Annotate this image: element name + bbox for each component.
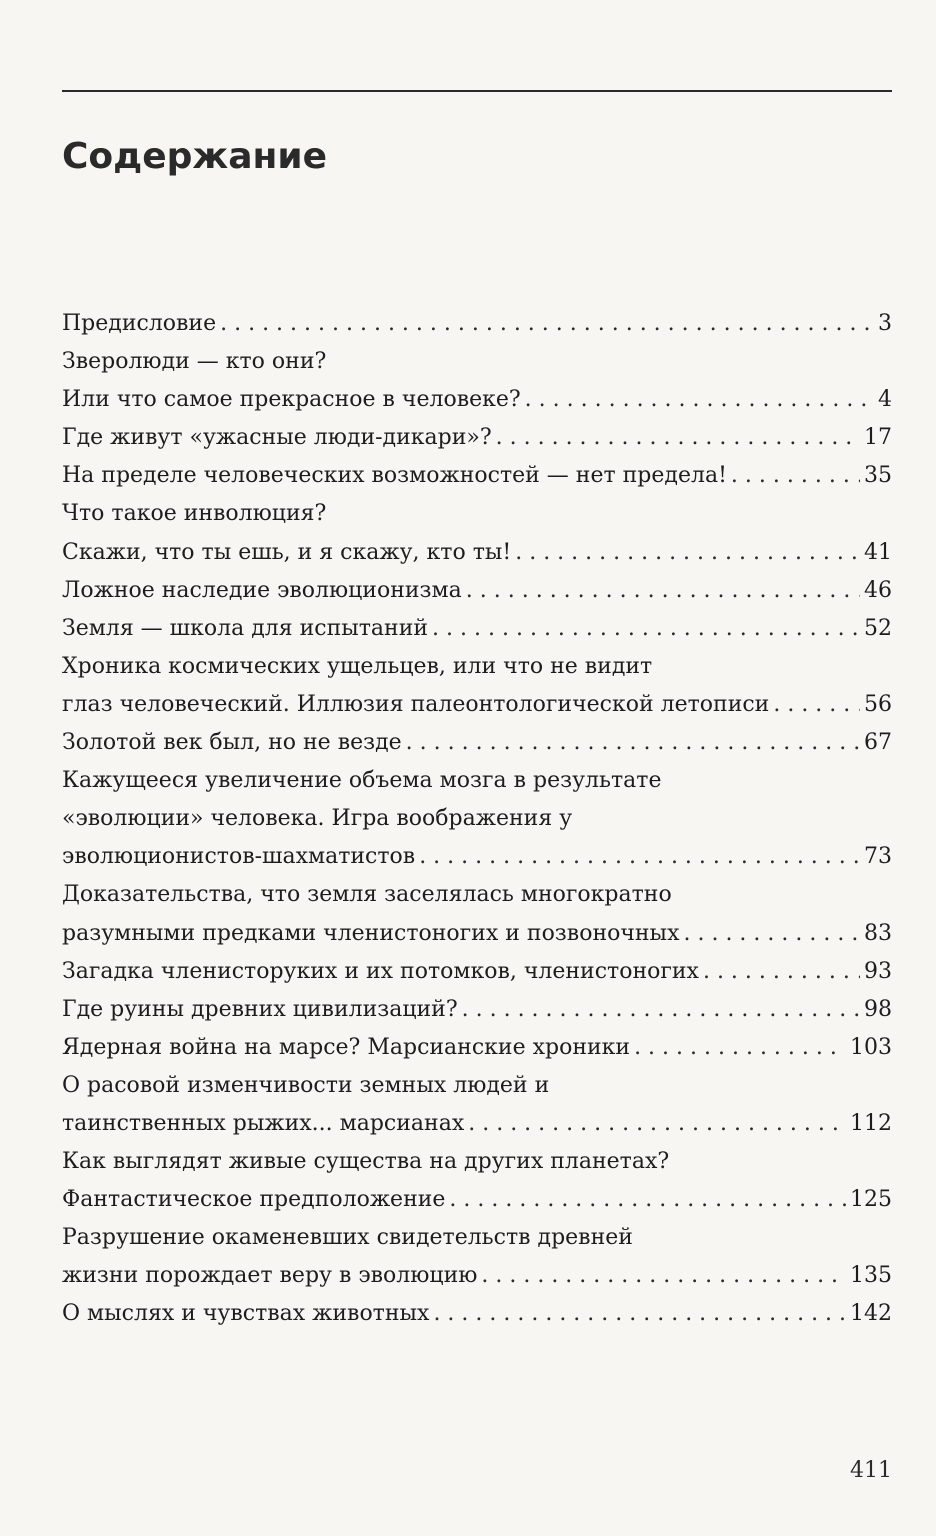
toc-entry-text: Золотой век был, но не везде <box>62 730 402 756</box>
toc-entry <box>62 1029 892 1067</box>
toc-entry <box>62 991 892 1029</box>
toc-entry-text: таинственных рыжих... марсианах <box>62 1110 465 1136</box>
toc-page-number: 52 <box>864 615 892 641</box>
dot-leader <box>220 305 874 343</box>
dot-leader <box>773 686 860 724</box>
dot-leader <box>419 838 860 876</box>
dot-leader <box>703 953 860 991</box>
toc-entry <box>62 953 892 991</box>
toc-page-number: 142 <box>850 1301 892 1327</box>
dot-leader <box>462 991 860 1029</box>
toc-entry <box>62 876 892 952</box>
dot-leader <box>634 1029 846 1067</box>
dot-leader <box>496 419 860 457</box>
dot-leader <box>468 1105 846 1143</box>
toc-entry-text: «эволюции» человека. Игра воображения у <box>62 806 573 832</box>
page-number: 411 <box>850 1458 892 1483</box>
dot-leader <box>525 381 874 419</box>
toc-page-number: 67 <box>864 730 892 756</box>
toc-entry-text: Скажи, что ты ешь, и я скажу, кто ты! <box>62 539 512 565</box>
dot-leader <box>406 724 860 762</box>
toc-entry <box>62 381 892 419</box>
toc-page-number: 3 <box>878 311 892 336</box>
toc-entry <box>62 1067 892 1143</box>
toc-entry-text: Доказательства, что земля заселялась многократно <box>62 882 672 908</box>
dot-leader <box>515 534 860 572</box>
dot-leader <box>731 457 860 495</box>
toc-page-number: 112 <box>850 1110 892 1136</box>
toc-entry-text: Где руины древних цивилизаций? <box>62 996 458 1022</box>
toc-entry-text: Ядерная война на марсе? Марсианские хроники <box>62 1034 631 1060</box>
toc-entry-text: Что такое инволюция? <box>62 501 327 527</box>
toc-page-number: 17 <box>864 425 892 451</box>
toc-entry <box>62 610 892 648</box>
dot-leader <box>466 572 860 610</box>
toc-entry-text: О расовой изменчивости земных людей и <box>62 1072 550 1098</box>
toc-entry <box>62 343 892 381</box>
dot-leader <box>432 610 860 648</box>
toc-entry-text: Как выглядят живые существа на других планетах? <box>62 1149 670 1175</box>
toc-entry <box>62 1295 892 1333</box>
toc-entry-text: глаз человеческий. Иллюзия палеонтологической летописи <box>62 691 770 717</box>
toc-entry <box>62 495 892 533</box>
toc-entry <box>62 762 892 876</box>
toc-entry-text: Хроника космических ущельцев, или что не видит <box>62 653 653 679</box>
toc-entry-text: Ложное наследие эволюционизма <box>62 577 462 603</box>
toc-entry <box>62 305 892 343</box>
toc-entry-text: Где живут «ужасные люди-дикари»? <box>62 425 492 451</box>
toc-entry-text: Предисловие <box>62 311 217 336</box>
toc-entry-text: Или что самое прекрасное в человеке? <box>62 387 521 413</box>
toc-entry-text: жизни порождает веру в эволюцию <box>62 1263 478 1289</box>
dot-leader <box>481 1257 846 1295</box>
dot-leader <box>433 1295 846 1333</box>
toc-title: Содержание <box>62 136 328 177</box>
toc-entry <box>62 724 892 762</box>
toc-entry-text: разумными предками членистоногих и позвоночных <box>62 920 680 946</box>
toc-entry-text: Кажущееся увеличение объема мозга в результате <box>62 768 662 794</box>
toc-entry-text: Разрушение окаменевших свидетельств древней <box>62 1225 633 1251</box>
toc-entry-text: Фантастическое предположение <box>62 1187 446 1213</box>
toc-entry-text: Зверолюди — кто они? <box>62 349 327 375</box>
toc-page-number: 56 <box>864 691 892 717</box>
table-of-contents <box>62 305 892 1334</box>
toc-page-number: 41 <box>864 539 892 565</box>
header-rule <box>62 90 892 92</box>
toc-entry-text: Загадка членисторуких и их потомков, членистоногих <box>62 958 699 984</box>
toc-page-number: 83 <box>864 920 892 946</box>
dot-leader <box>449 1181 846 1219</box>
toc-page-number: 93 <box>864 958 892 984</box>
toc-entry-text: О мыслях и чувствах животных <box>62 1301 430 1327</box>
toc-entry-text: На пределе человеческих возможностей — нет предела! <box>62 463 727 489</box>
toc-entry <box>62 419 892 457</box>
toc-entry <box>62 1181 892 1219</box>
toc-entry-text: эволюционистов-шахматистов <box>62 844 416 870</box>
toc-entry <box>62 1219 892 1295</box>
toc-page-number: 125 <box>850 1187 892 1213</box>
toc-entry-text: Земля — школа для испытаний <box>62 615 429 641</box>
toc-entry <box>62 457 892 495</box>
dot-leader <box>683 915 860 953</box>
toc-entry <box>62 648 892 724</box>
toc-page-number: 4 <box>878 387 892 413</box>
toc-entry <box>62 534 892 572</box>
toc-entry <box>62 1143 892 1181</box>
toc-page-number: 46 <box>864 577 892 603</box>
toc-entry <box>62 572 892 610</box>
toc-page-number: 135 <box>850 1263 892 1289</box>
toc-page-number: 73 <box>864 844 892 870</box>
toc-page-number: 35 <box>864 463 892 489</box>
toc-page-number: 103 <box>850 1034 892 1060</box>
toc-page-number: 98 <box>864 996 892 1022</box>
